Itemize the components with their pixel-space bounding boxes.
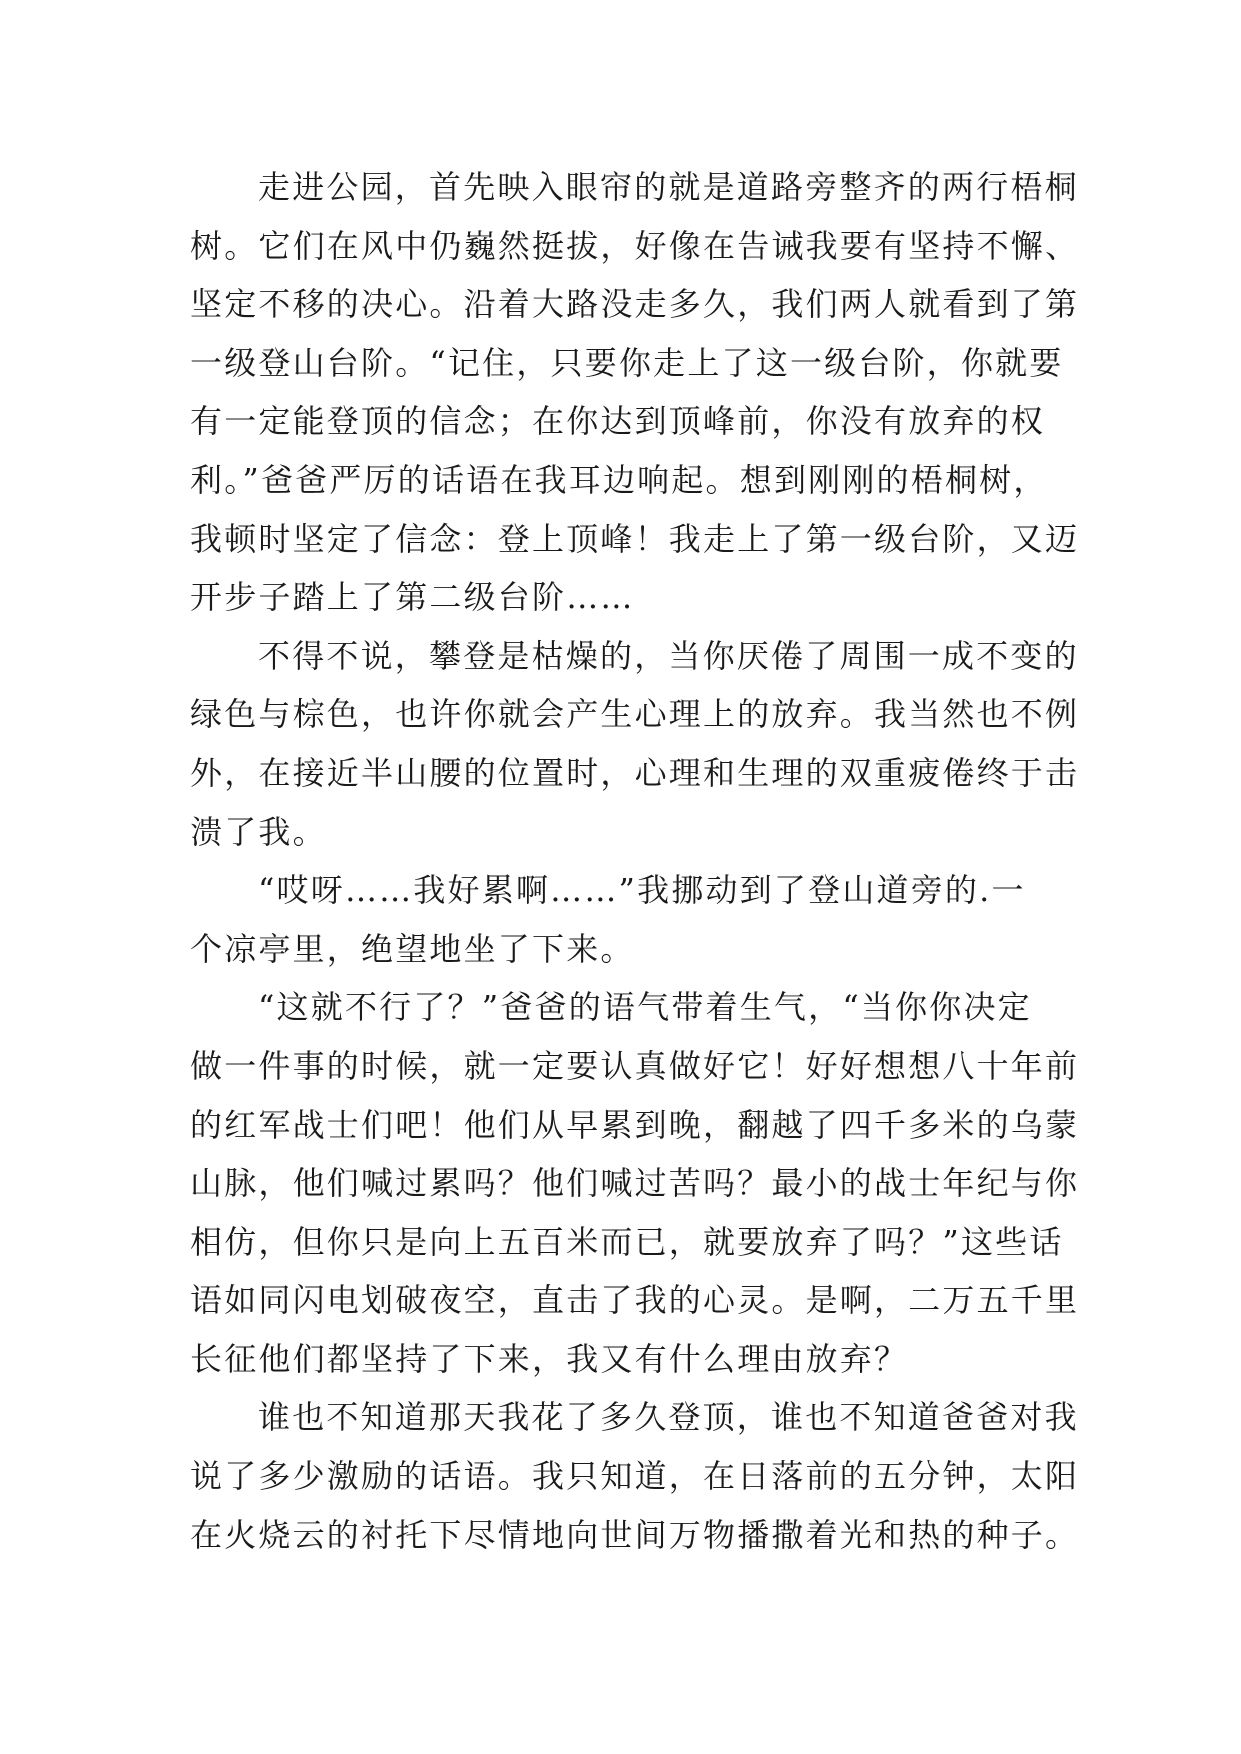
text-line: 一级登山台阶。“记住，只要你走上了这一级台阶，你就要: [190, 343, 1064, 382]
paragraph-4: [190, 978, 1080, 1388]
text-line: 相仿，但你只是向上五百米而已，就要放弃了吗？”这些话: [190, 1222, 1064, 1261]
text-line: 走进公园，首先映入眼帘的就是道路旁整齐的两行梧桐: [258, 168, 1079, 206]
paragraph-5: [190, 1388, 1080, 1564]
text-line: 溃了我。: [190, 812, 327, 851]
text-line: 绿色与棕色，也许你就会产生心理上的放弃。我当然也不例: [190, 695, 1080, 734]
text-line: 在火烧云的衬托下尽情地向世间万物播撒着光和热的种子。: [190, 1515, 1080, 1554]
text-line: 的红军战士们吧！他们从早累到晚，翻越了四千多米的乌蒙: [190, 1105, 1080, 1144]
text-line: “哎呀……我好累啊……”我挪动到了登山道旁的.一: [258, 871, 1026, 910]
text-line: 利。”爸爸严厉的话语在我耳边响起。想到刚刚的梧桐树，: [190, 460, 1048, 499]
text-line: 有一定能登顶的信念；在你达到顶峰前，你没有放弃的权: [190, 402, 1046, 441]
text-line: 说了多少激励的话语。我只知道，在日落前的五分钟，太阳: [190, 1457, 1080, 1496]
text-line: 谁也不知道那天我花了多久登顶，谁也不知道爸爸对我: [258, 1398, 1079, 1437]
text-line: 树。它们在风中仍巍然挺拔，好像在告诫我要有坚持不懈、: [190, 226, 1080, 265]
text-line: 山脉，他们喊过累吗？他们喊过苦吗？最小的战士年纪与你: [190, 1164, 1080, 1203]
essay-body: [190, 158, 1080, 1564]
text-line: 语如同闪电划破夜空，直击了我的心灵。是啊，二万五千里: [190, 1281, 1080, 1320]
paragraph-2: [190, 627, 1080, 861]
text-line: 开步子踏上了第二级台阶……: [190, 578, 635, 617]
text-line: 长征他们都坚持了下来，我又有什么理由放弃？: [190, 1339, 909, 1378]
text-line: 做一件事的时候，就一定要认真做好它！好好想想八十年前: [190, 1046, 1080, 1085]
text-line: 外，在接近半山腰的位置时，心理和生理的双重疲倦终于击: [190, 753, 1080, 792]
paragraph-1: [190, 158, 1080, 627]
text-line: 坚定不移的决心。沿着大路没走多久，我们两人就看到了第: [190, 285, 1080, 324]
text-line: 我顿时坚定了信念：登上顶峰！我走上了第一级台阶，又迈: [190, 519, 1080, 558]
paragraph-3: [190, 861, 1070, 978]
text-line: “这就不行了？”爸爸的语气带着生气，“当你你决定: [258, 988, 1032, 1027]
text-line: 个凉亭里，绝望地坐了下来。: [190, 929, 635, 968]
text-line: 不得不说，攀登是枯燥的，当你厌倦了周围一成不变的: [258, 636, 1079, 675]
